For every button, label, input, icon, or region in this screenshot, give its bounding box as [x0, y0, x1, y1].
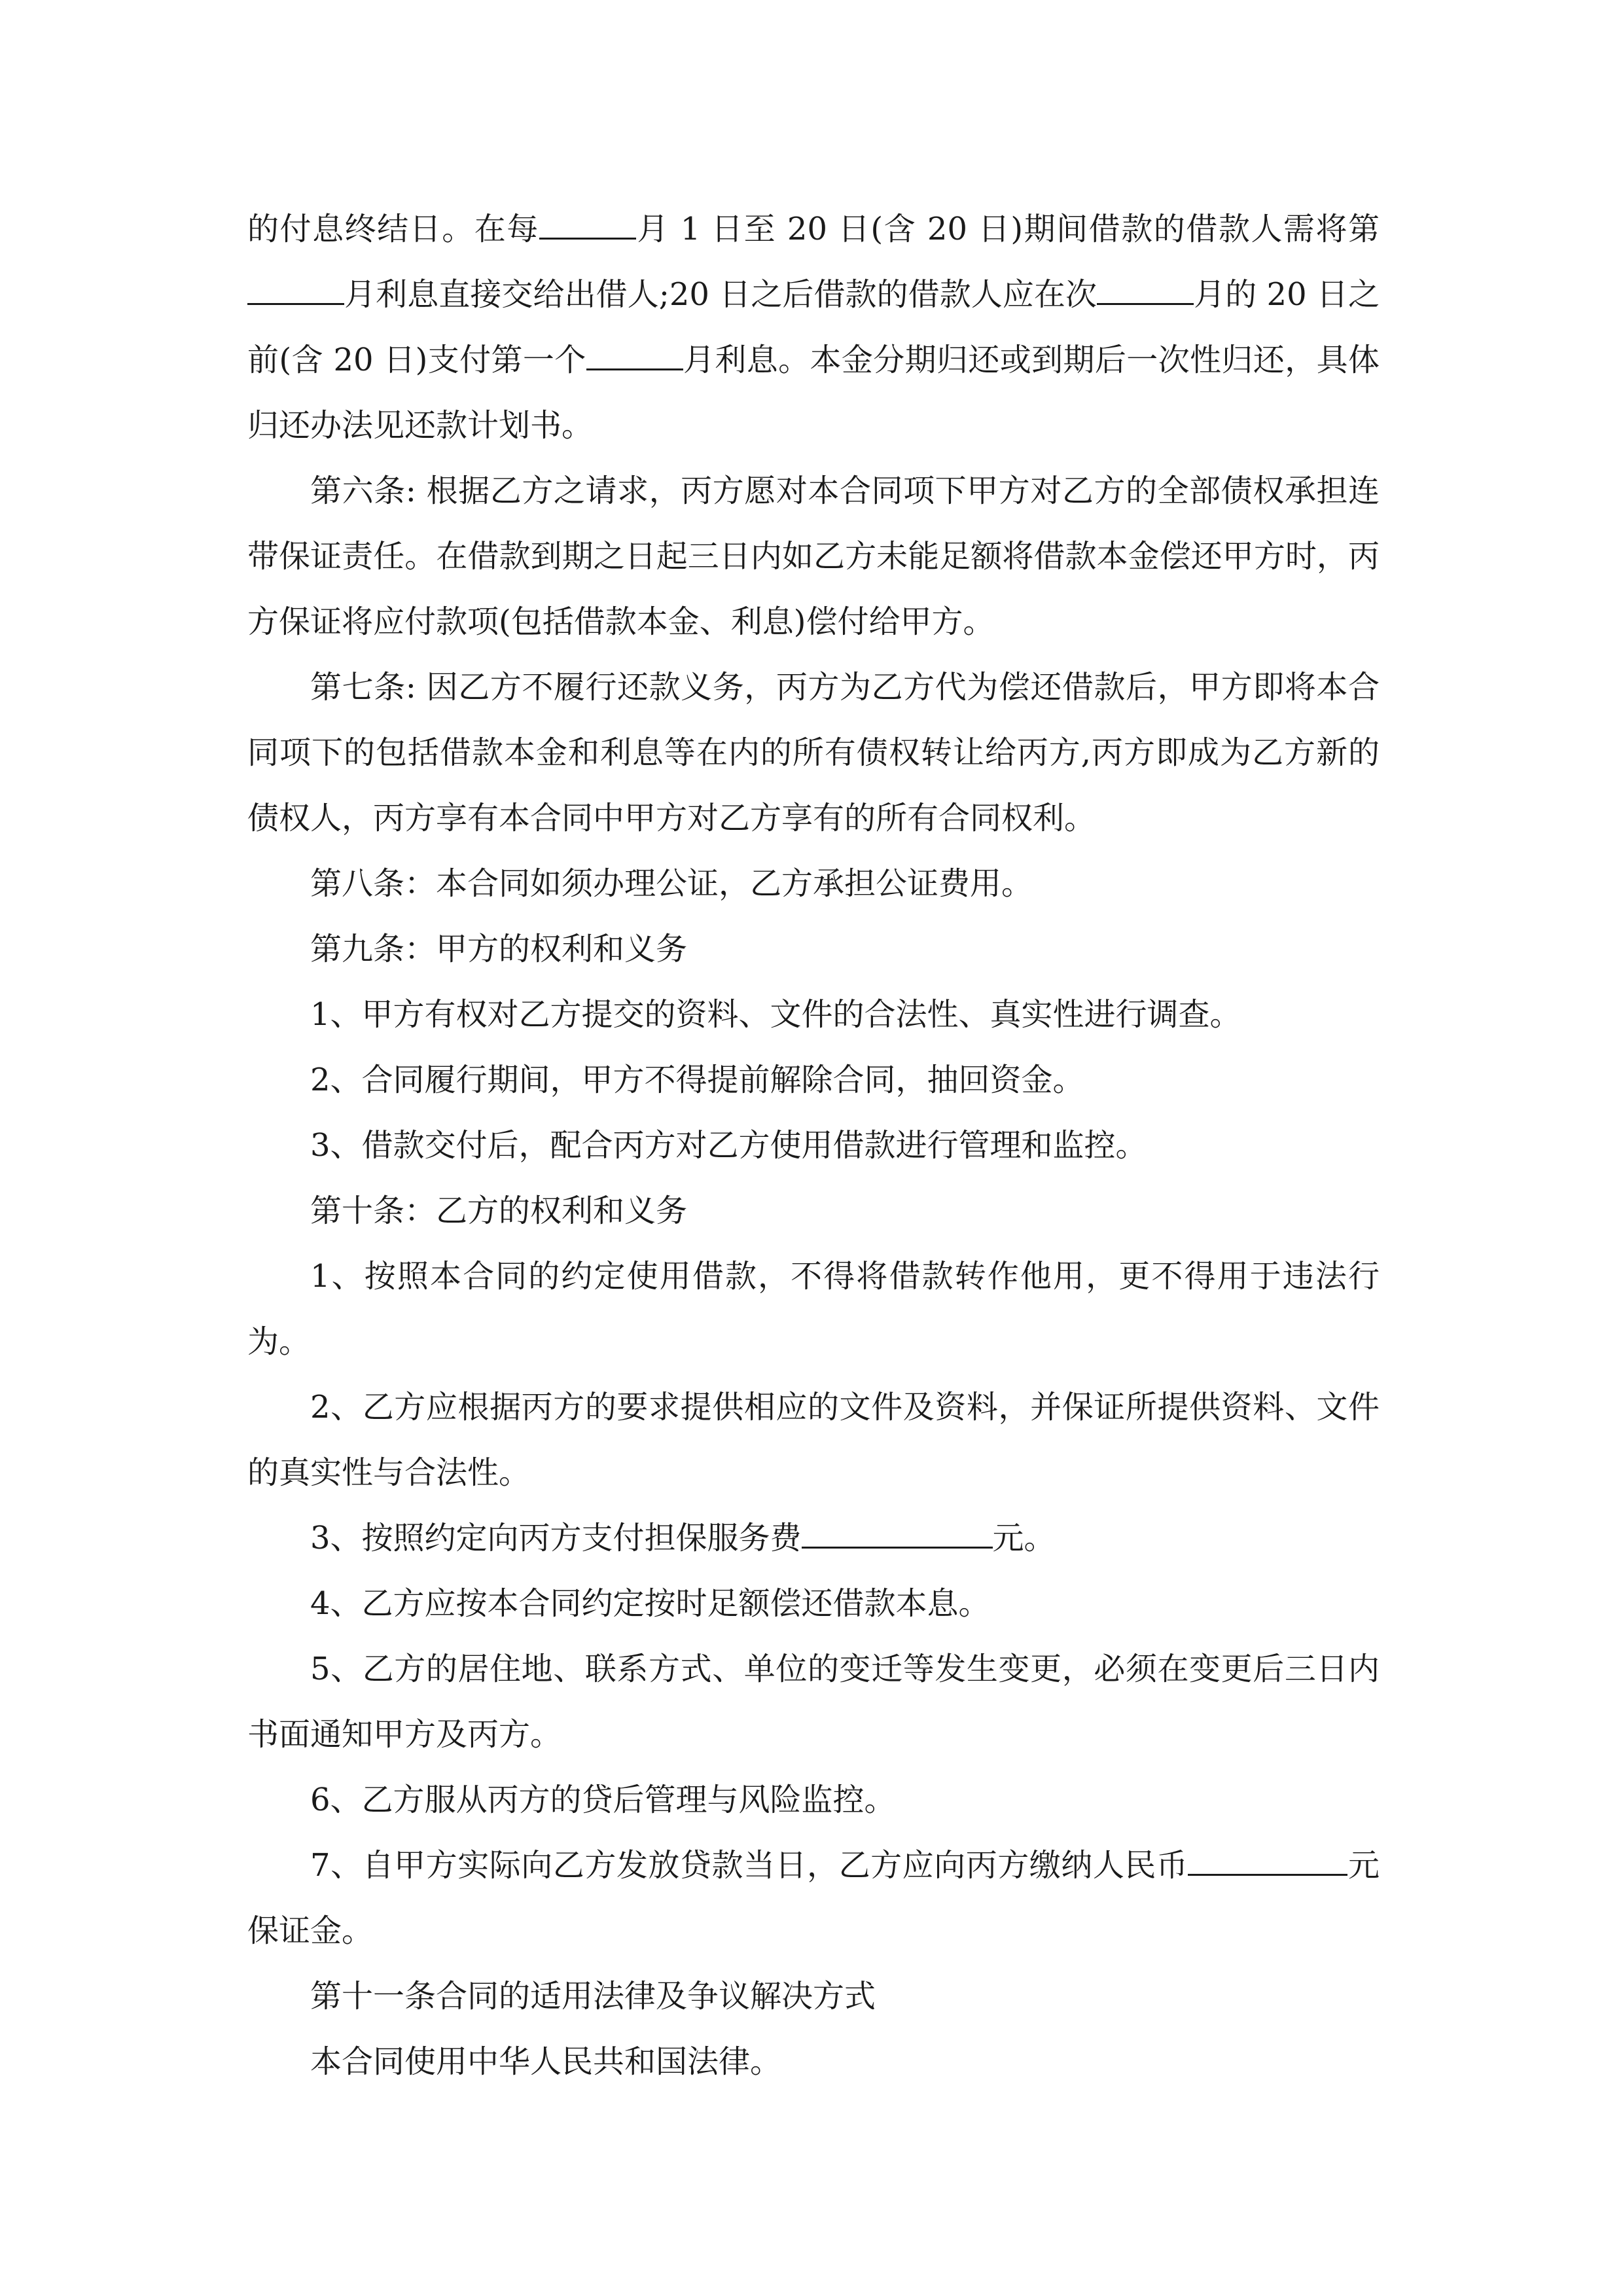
article-10-item-5: 5、乙方的居住地、联系方式、单位的变迁等发生变更，必须在变更后三日内书面通知甲方及丙方。	[247, 1651, 1380, 1753]
fill-in-blank[interactable]	[539, 204, 636, 240]
text-run: 的付息终结日。在每	[247, 211, 539, 247]
text-run: 月利息。本金分期归还或到期后一次性归还，具体归还办法见还款计划书。	[247, 342, 1380, 444]
article-9-item-1: 1、甲方有权对乙方提交的资料、文件的合法性、真实性进行调查。	[310, 996, 1241, 1033]
text-run: 3、按照约定向丙方支付担保服务费	[310, 1520, 802, 1556]
article-11-heading: 第十一条合同的适用法律及争议解决方式	[310, 1978, 876, 2015]
article-8: 第八条：本合同如须办理公证，乙方承担公证费用。	[310, 865, 1033, 902]
article-11-text: 本合同使用中华人民共和国法律。	[310, 2043, 782, 2080]
fill-in-blank[interactable]	[586, 334, 683, 370]
article-10-item-3	[247, 1505, 1380, 1571]
fill-in-blank[interactable]	[1188, 1840, 1347, 1876]
article-9-item-2: 2、合同履行期间，甲方不得提前解除合同，抽回资金。	[310, 1062, 1084, 1098]
document-body	[247, 196, 1380, 2094]
article-9-heading: 第九条：甲方的权利和义务	[310, 931, 688, 967]
text-run: 月 1 日至 20 日(含 20 日)期间借款的借款人需将第	[635, 211, 1380, 247]
interest-terms-paragraph	[247, 196, 1380, 458]
article-10-item-7	[247, 1833, 1380, 1964]
text-run: 7、自甲方实际向乙方发放贷款当日，乙方应向丙方缴纳人民币	[310, 1847, 1188, 1884]
article-10-item-6: 6、乙方服从丙方的贷后管理与风险监控。	[310, 1782, 896, 1818]
fill-in-blank[interactable]	[247, 269, 344, 305]
text-run: 元。	[992, 1520, 1056, 1556]
fill-in-blank[interactable]	[802, 1513, 993, 1549]
article-6: 第六条: 根据乙方之请求，丙方愿对本合同项下甲方对乙方的全部债权承担连带保证责任。在借款到期之日起三日内如乙方未能足额将借款本金偿还甲方时，丙方保证将应付款项(包括借款本金、利息)偿付给甲方。	[247, 473, 1380, 640]
fill-in-blank[interactable]	[1097, 269, 1194, 305]
text-run: 元保证金。	[247, 1847, 1380, 1949]
article-9-item-3: 3、借款交付后，配合丙方对乙方使用借款进行管理和监控。	[310, 1127, 1147, 1164]
article-7: 第七条: 因乙方不履行还款义务，丙方为乙方代为偿还借款后，甲方即将本合同项下的包括借款本金和利息等在内的所有债权转让给丙方,丙方即成为乙方新的债权人，丙方享有本合同中甲方对乙方享有的所有合同权利。	[247, 669, 1380, 836]
article-10-item-1: 1、按照本合同的约定使用借款，不得将借款转作他用，更不得用于违法行为。	[247, 1258, 1380, 1360]
article-10-item-2: 2、乙方应根据丙方的要求提供相应的文件及资料，并保证所提供资料、文件的真实性与合法性。	[247, 1389, 1380, 1491]
text-run: 月的 20 日之前(含 20 日)支付第一个	[247, 276, 1380, 378]
text-run: 月利息直接交给出借人;20 日之后借款的借款人应在次	[344, 276, 1097, 313]
article-10-heading: 第十条：乙方的权利和义务	[310, 1193, 688, 1229]
article-10-item-4: 4、乙方应按本合同约定按时足额偿还借款本息。	[310, 1585, 990, 1622]
